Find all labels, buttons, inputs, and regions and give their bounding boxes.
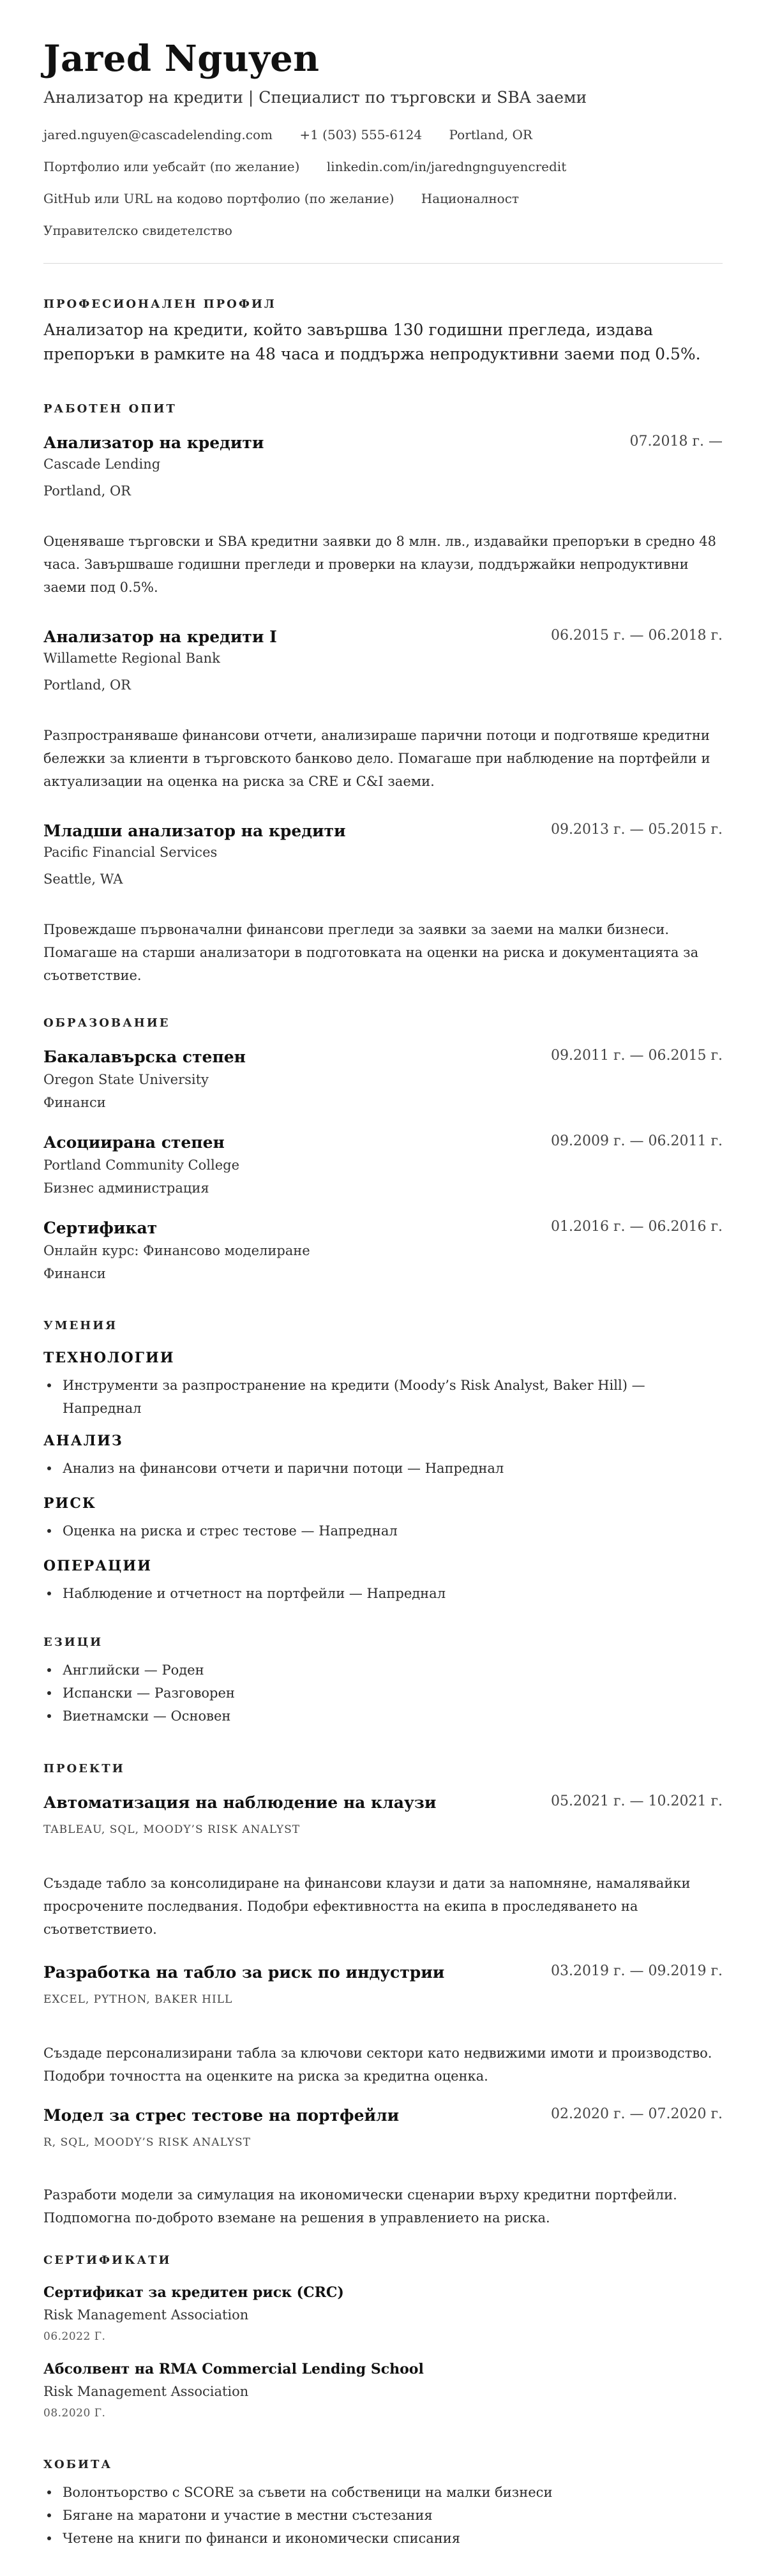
hobby-item: Четене на книги по финанси и икономически списания xyxy=(63,2527,723,2550)
education-degree: Асоциирана степен xyxy=(43,1133,225,1152)
experience-description: Оценяваше търговски и SBA кредитни заявки до 8 млн. лв., издавайки препоръки в средно 48 часа. Завършваше годишни прегледи и проверки на клаузи, поддържайки непродуктивни заеми под 0.5%. xyxy=(43,534,716,595)
contact-line-2 xyxy=(43,157,589,176)
section-title-languages: ЕЗИЦИ xyxy=(43,1636,103,1649)
project-description: Създаде персонализирани табла за ключови сектори като недвижими имоти и производство. Подобри точността на оценките на риска за кредитна оценка. xyxy=(43,2045,712,2084)
contact-line-1 xyxy=(43,125,555,144)
skill-list xyxy=(43,1374,723,1420)
experience-date: 07.2018 г. — xyxy=(629,433,723,449)
contact-nationality: Националност xyxy=(421,191,519,206)
education-school: Portland Community College xyxy=(43,1157,240,1173)
skill-category: РИСК xyxy=(43,1495,96,1512)
experience-date: 06.2015 г. — 06.2018 г. xyxy=(551,628,723,644)
education-degree: Бакалавърска степен xyxy=(43,1048,246,1066)
candidate-name: Jared Nguyen xyxy=(43,38,320,80)
header-divider xyxy=(43,263,723,264)
contact-clearance: Управителско свидетелство xyxy=(43,223,232,238)
skill-item: Оценка на риска и стрес тестове — Напреднал xyxy=(63,1519,723,1542)
project-date: 03.2019 г. — 09.2019 г. xyxy=(551,1963,723,1979)
project-title: Разработка на табло за риск по индустрии xyxy=(43,1963,445,1982)
project-date: 02.2020 г. — 07.2020 г. xyxy=(551,2106,723,2122)
education-field: Финанси xyxy=(43,1095,106,1110)
section-title-hobbies: ХОБИТА xyxy=(43,2458,113,2471)
skill-category: ОПЕРАЦИИ xyxy=(43,1558,152,1574)
contact-location: Portland, OR xyxy=(449,127,532,142)
skill-category: ТЕХНОЛОГИИ xyxy=(43,1350,175,1366)
language-item: Английски — Роден xyxy=(63,1659,723,1682)
certificate-name: Абсолвент на RMA Commercial Lending School xyxy=(43,2361,424,2377)
contact-portfolio: Портфолио или уебсайт (по желание) xyxy=(43,159,300,174)
hobby-list xyxy=(43,2481,723,2550)
experience-company: Cascade Lending xyxy=(43,456,161,472)
skill-category: АНАЛИЗ xyxy=(43,1433,123,1449)
contact-line-4 xyxy=(43,221,255,240)
skill-list xyxy=(43,1519,723,1542)
education-date: 09.2011 г. — 06.2015 г. xyxy=(551,1048,723,1064)
section-title-projects: ПРОЕКТИ xyxy=(43,1762,125,1775)
language-list xyxy=(43,1659,723,1728)
skill-item: Наблюдение и отчетност на портфейли — Напреднал xyxy=(63,1582,723,1605)
hobby-item: Волонтьорство с SCORE за съвети на собственици на малки бизнеси xyxy=(63,2481,723,2504)
education-date: 01.2016 г. — 06.2016 г. xyxy=(551,1219,723,1235)
certificate-org: Risk Management Association xyxy=(43,2307,249,2323)
experience-title: Младши анализатор на кредити xyxy=(43,822,346,840)
skill-list xyxy=(43,1457,723,1480)
project-tech: TABLEAU, SQL, MOODY’S RISK ANALYST xyxy=(43,1823,301,1836)
skill-item: Анализ на финансови отчети и парични потоци — Напреднал xyxy=(63,1457,723,1480)
contact-linkedin[interactable]: linkedin.com/in/jaredngnguyencredit xyxy=(326,159,567,174)
hobby-item: Бягане на маратони и участие в местни състезания xyxy=(63,2504,723,2527)
certificate-org: Risk Management Association xyxy=(43,2384,249,2399)
education-field: Финанси xyxy=(43,1266,106,1281)
certificate-name: Сертификат за кредитен риск (CRC) xyxy=(43,2284,344,2301)
certificate-date: 08.2020 Г. xyxy=(43,2407,106,2420)
section-title-education: ОБРАЗОВАНИЕ xyxy=(43,1016,170,1030)
experience-location: Portland, OR xyxy=(43,677,131,693)
contact-github: GitHub или URL на кодово портфолио (по желание) xyxy=(43,191,394,206)
education-date: 09.2009 г. — 06.2011 г. xyxy=(551,1133,723,1149)
experience-title: Анализатор на кредити xyxy=(43,433,264,452)
section-title-certificates: СЕРТИФИКАТИ xyxy=(43,2254,172,2267)
experience-location: Seattle, WA xyxy=(43,871,123,887)
experience-company: Willamette Regional Bank xyxy=(43,651,220,666)
section-title-experience: РАБОТЕН ОПИТ xyxy=(43,402,177,416)
project-title: Автоматизация на наблюдение на клаузи xyxy=(43,1793,437,1812)
education-degree: Сертификат xyxy=(43,1219,158,1237)
contact-email[interactable]: jared.nguyen@cascadelending.com xyxy=(43,127,273,142)
experience-title: Анализатор на кредити I xyxy=(43,628,277,646)
project-title: Модел за стрес тестове на портфейли xyxy=(43,2106,400,2125)
section-title-skills: УМЕНИЯ xyxy=(43,1319,118,1332)
education-field: Бизнес администрация xyxy=(43,1180,209,1196)
experience-description: Провеждаше първоначални финансови прегледи за заявки за заеми на малки бизнеси. Помагаше на старши анализатори в подготовката на оценки на риска и документацията за съответствие. xyxy=(43,922,699,983)
profile-summary: Анализатор на кредити, който завършва 130 годишни прегледа, издава препоръки в рамките на 48 часа и поддържа непродуктивни заеми под 0.5%. xyxy=(43,320,701,363)
contact-line-3 xyxy=(43,189,542,208)
project-tech: R, SQL, MOODY’S RISK ANALYST xyxy=(43,2136,251,2149)
candidate-headline: Анализатор на кредити | Специалист по търговски и SBA заеми xyxy=(43,88,587,107)
education-school: Oregon State University xyxy=(43,1072,209,1087)
skill-item: Инструменти за разпространение на кредити (Moody’s Risk Analyst, Baker Hill) — Напреднал xyxy=(63,1374,723,1420)
certificate-date: 06.2022 Г. xyxy=(43,2330,106,2343)
experience-date: 09.2013 г. — 05.2015 г. xyxy=(551,822,723,838)
language-item: Виетнамски — Основен xyxy=(63,1705,723,1728)
experience-location: Portland, OR xyxy=(43,483,131,499)
language-item: Испански — Разговорен xyxy=(63,1682,723,1705)
project-date: 05.2021 г. — 10.2021 г. xyxy=(551,1793,723,1809)
experience-description: Разпространяваше финансови отчети, анализираше парични потоци и подготвяше кредитни бележки за клиенти в търговското банково дело. Помагаше при наблюдение на портфейли и актуализации на оценка на риска за CRE и C&I заеми. xyxy=(43,728,710,789)
education-school: Онлайн курс: Финансово моделиране xyxy=(43,1243,310,1258)
skill-list xyxy=(43,1582,723,1605)
project-tech: EXCEL, PYTHON, BAKER HILL xyxy=(43,1993,233,2006)
project-description: Създаде табло за консолидиране на финансови клаузи и дати за напомняне, намалявайки просрочените последвания. Подобри ефективността на екипа в проследяването на съответствието. xyxy=(43,1876,691,1937)
contact-phone: +1 (503) 555-6124 xyxy=(299,127,423,142)
section-title-profile: ПРОФЕСИОНАЛЕН ПРОФИЛ xyxy=(43,298,276,311)
project-description: Разработи модели за симулация на икономически сценарии върху кредитни портфейли. Подпомогна по-доброто вземане на решения в управлението на риска. xyxy=(43,2187,677,2226)
experience-company: Pacific Financial Services xyxy=(43,845,218,860)
